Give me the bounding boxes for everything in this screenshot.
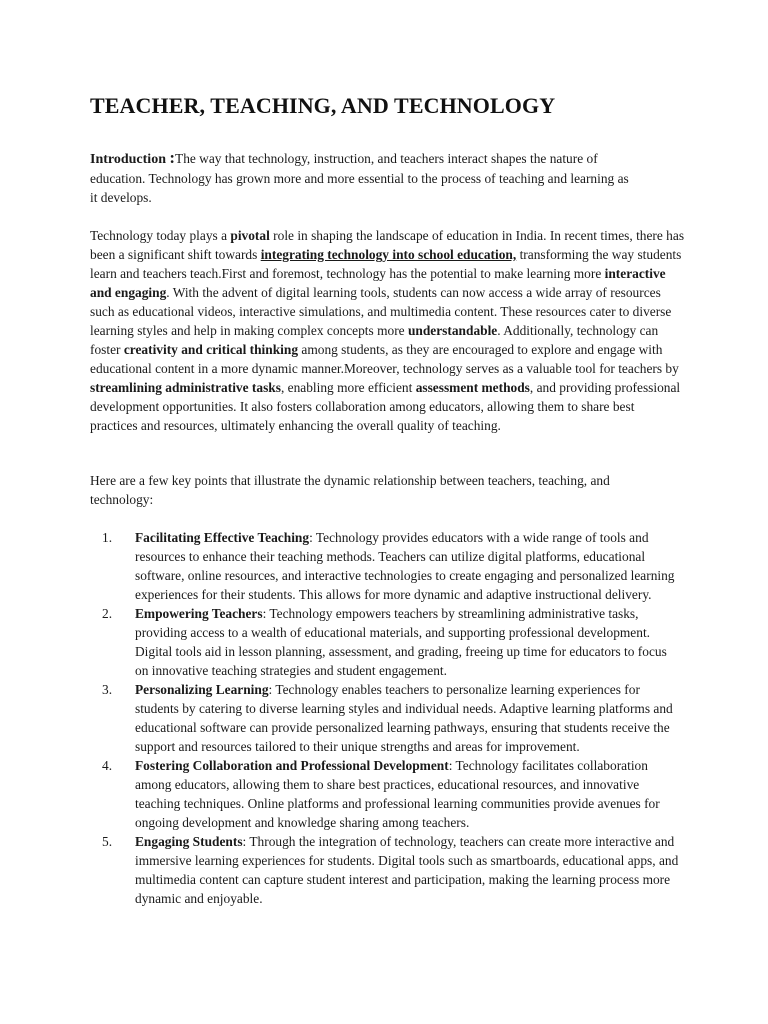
body-text: Technology today plays a: [90, 228, 231, 243]
list-number: 2.: [102, 606, 113, 621]
list-item: [90, 832, 680, 908]
list-item: [90, 756, 680, 832]
list-number: 1.: [102, 530, 113, 545]
list-item: [90, 528, 680, 604]
list-term: Facilitating Effective Teaching: [135, 530, 310, 545]
key-points-lead: Here are a few key points that illustrate the dynamic relationship between teachers, teaching, and technology:: [90, 473, 610, 507]
introduction-colon: :: [169, 148, 176, 167]
introduction-paragraph: [90, 148, 635, 207]
list-text: : Technology provides educators with a wide range of tools and resources to enhance their teaching methods. Teachers can utilize digital platforms, educational software, online resources, and interactive technologies to create engaging and personalized learning experiences for their students. This allows for more dynamic and adaptive instructional delivery.: [135, 530, 675, 602]
list-term: Empowering Teachers: [135, 606, 263, 621]
emphasis-pivotal: pivotal: [230, 228, 270, 243]
body-text: , and providing professional development opportunities. It also fosters collaboration among educators, allowing them to share best practices and resources, ultimately enhancing the overall quality of teaching.: [90, 380, 681, 433]
list-number: 4.: [102, 758, 113, 773]
key-points-list: [90, 528, 690, 908]
emphasis-streamlining: streamlining administrative tasks: [90, 380, 281, 395]
emphasis-interactive-engaging: interactive and engaging: [90, 266, 666, 300]
emphasis-integrating-technology: integrating technology into school education,: [260, 247, 517, 262]
body-text: . With the advent of digital learning tools, students can now access a wide array of resources such as educational videos, interactive simulations, and multimedia content. These resources cater to diverse learning styles and help in making complex concepts more: [90, 285, 672, 338]
emphasis-understandable: understandable: [407, 323, 498, 338]
introduction-label: Introduction: [90, 152, 166, 167]
introduction-text: The way that technology, instruction, and teachers interact shapes the nature of education. Technology has grown more and more essential to the process of teaching and learning as it develops.: [90, 151, 629, 205]
body-text: among students, as they are encouraged to explore and engage with educational content in a more dynamic manner.Moreover, technology serves as a valuable tool for teachers by: [90, 342, 679, 376]
list-term: Personalizing Learning: [135, 682, 269, 697]
body-text: transforming the way students learn and teachers teach.First and foremost, technology has the potential to make learning more: [90, 247, 682, 281]
list-number: 3.: [102, 682, 113, 697]
list-number: 5.: [102, 834, 113, 849]
list-text: : Technology facilitates collaboration among educators, allowing them to share best practices, educational resources, and innovative teaching techniques. Online platforms and professional learning communities provide avenues for ongoing development and knowledge sharing among teachers.: [135, 758, 660, 830]
technology-paragraph: [90, 226, 685, 435]
list-text: : Technology empowers teachers by streamlining administrative tasks, providing access to a wealth of educational materials, and supporting professional development. Digital tools aid in lesson planning, assessment, and grading, freeing up time for educators to focus on innovative teaching strategies and student engagement.: [135, 606, 667, 678]
emphasis-creativity: creativity and critical thinking: [123, 342, 299, 357]
list-text: : Through the integration of technology, teachers can create more interactive and immersive learning experiences for students. Digital tools such as smartboards, educational apps, and multimedia content can capture student interest and participation, making the learning process more dynamic and enjoyable.: [135, 834, 679, 906]
document-title: TEACHER, TEACHING, AND TECHNOLOGY: [90, 93, 556, 118]
list-term: Engaging Students: [135, 834, 243, 849]
list-text: : Technology enables teachers to personalize learning experiences for students by catering to diverse learning styles and individual needs. Adaptive learning platforms and educational software can provide personalized learning pathways, ensuring that students receive the support and resources tailored to their unique strengths and areas for improvement.: [135, 682, 673, 754]
body-text: role in shaping the landscape of education in India. In recent times, there has been a significant shift towards: [90, 228, 685, 262]
list-term: Fostering Collaboration and Professional Development: [135, 758, 449, 773]
list-item: [90, 604, 680, 680]
body-text: , enabling more efficient: [280, 380, 416, 395]
emphasis-assessment: assessment methods: [415, 380, 530, 395]
body-text: . Additionally, technology can foster: [90, 323, 659, 357]
list-item: [90, 680, 680, 756]
